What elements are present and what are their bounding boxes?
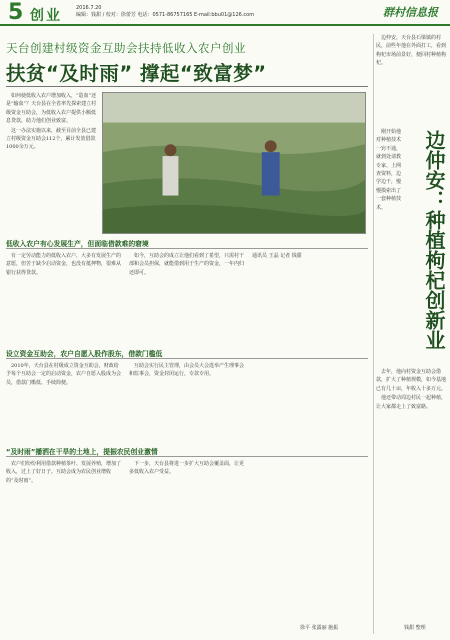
sidebar-paragraph: 他还带动周边村民一起种植，让大家都走上了致富路。	[376, 395, 446, 410]
section-column	[129, 362, 246, 442]
sidebar-paragraph: 去年，他向村资金互助会借款，扩大了种植规模，如今基地已有几十亩，年收入十多万元。	[376, 369, 446, 392]
section-column	[6, 362, 123, 442]
body-paragraph: 如今，互助会的成立让他们看到了希望，只需村干部和会员担保，就能借到用于生产的资金，一年内归还即可。	[129, 253, 245, 276]
section-column	[6, 252, 123, 344]
masthead	[0, 0, 450, 26]
article-headline: 扶贫“及时雨” 撑起“致富梦”	[6, 62, 267, 85]
sidebar-divider	[373, 34, 374, 634]
body-paragraph: 有一定劳动能力的低收入农户，大多有发展生产的意愿，但苦于缺少启动资金，也没有抵押物，很难从银行获得贷款。	[6, 253, 122, 276]
section-heading: 设立资金互助会，农户自愿入股作股东，借款门槛低	[6, 350, 163, 358]
sidebar-byline: 钱甜 整理	[404, 625, 426, 631]
section-name: 创业	[30, 8, 62, 24]
page-number: 5	[8, 0, 24, 25]
article-photo	[102, 92, 366, 234]
issue-meta	[76, 5, 254, 19]
body-paragraph: 农户们纷纷利用借款种植茶叶、发展养殖，增加了收入，过上了好日子。互助会成为农民创业增收的“及时雨”。	[6, 461, 122, 484]
sidebar-column	[376, 368, 446, 620]
body-paragraph: 互助会实行民主管理，由会员大会选举产生理事会和监事会，资金封闭运行，专款专用。	[129, 363, 245, 378]
section-rule	[6, 358, 368, 359]
issue-date: 2016.7.20	[76, 5, 102, 11]
article-byline: 通讯员 王晶 记者 钱甜	[252, 253, 302, 259]
editor-contact: 编辑：钱甜 / 校对：徐蕾芳 电话：0571-86757165 E-mail:bbu01@126.com	[76, 12, 255, 18]
article-byline: 徐平 张露丽 施振	[300, 625, 339, 631]
section-column	[6, 460, 123, 620]
section-column	[129, 252, 246, 344]
lead-paragraph: 如何使低收入农户增加收入，“造血”还是“输血”？天台县在全省率先探索建立村级资金互助会，为低收入农户提供小额低息贷款，助力他们创业致富。	[6, 93, 97, 125]
lead-column	[6, 92, 98, 234]
lead-paragraph: 这一办法实施以来，截至目前全县已建立村级资金互助会112个，累计发放借款1000余万元。	[6, 127, 97, 151]
sidebar-column	[376, 128, 402, 368]
newspaper-logo: 群村信息报	[383, 6, 438, 19]
section-rule	[6, 248, 368, 249]
section-heading: “及时雨”播洒在干旱的土地上，提振农民创业激情	[6, 448, 158, 456]
section-column	[129, 460, 246, 620]
section-rule	[6, 456, 368, 457]
body-paragraph: 下一步，天台县将进一步扩大互助会覆盖面，让更多低收入农户受益。	[129, 461, 245, 476]
body-paragraph: 2010年，天台县在村级成立资金互助会，财政给予每个互助会一定的启动资金，农户自愿入股成为会员，借款门槛低、手续简便。	[6, 363, 122, 386]
tea-field-photo	[103, 93, 365, 233]
sidebar-paragraph: 刚开始他对种植技术一窍不通，就到处请教专家、上网查资料，边学边干，慢慢摸索出了一套种植技术。	[376, 129, 402, 211]
headline-rule	[6, 86, 368, 87]
section-heading: 低收入农户有心发展生产，但面临借款难的窘境	[6, 240, 149, 248]
article-kicker: 天台创建村级资金互助会扶持低收入农户创业	[6, 41, 246, 55]
sidebar-column	[376, 34, 446, 126]
sidebar-paragraph: 边仲安，天台县石梁镇的村民，前些年他在外面打工，看到枸杞市场前景好，便回村种植枸杞。	[376, 35, 446, 67]
sidebar-title: 边仲安：种植枸杞创新业	[422, 130, 446, 350]
